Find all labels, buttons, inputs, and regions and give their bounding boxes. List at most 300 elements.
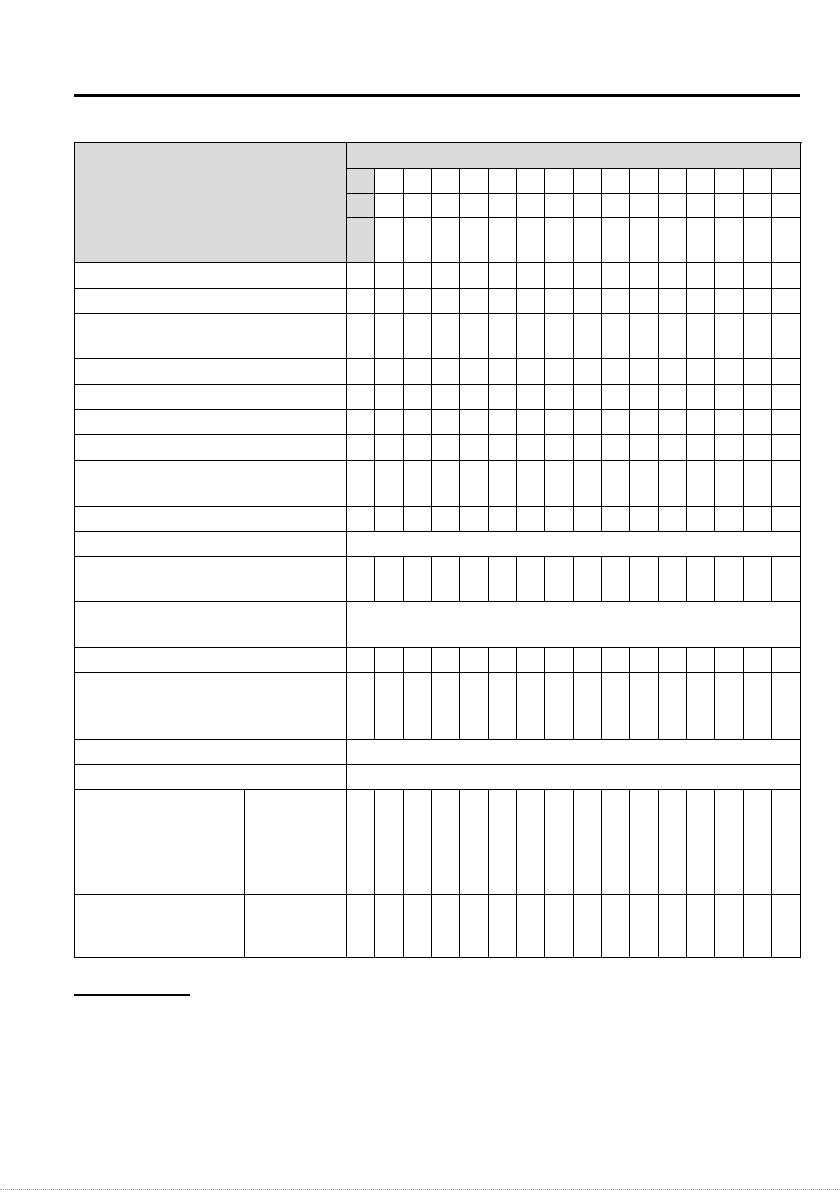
header-model-cell [772,194,801,218]
header-model-cell [460,194,489,218]
value-cell [772,263,801,289]
row-label [75,507,347,532]
header-model-cell [715,218,744,263]
header-model-cell [574,194,602,218]
value-cell [574,673,602,740]
value-cell [517,557,545,602]
table-row [75,740,801,765]
header-model-cell [432,218,460,263]
value-cell [659,507,687,532]
row-label [75,765,347,790]
value-cell [715,648,744,673]
value-cell [545,648,574,673]
value-cell [772,648,801,673]
row-label [75,532,347,557]
header-rule [74,94,800,97]
value-cell [404,289,432,314]
value-cell [375,557,404,602]
value-cell [517,648,545,673]
value-cell [772,435,801,461]
value-cell [772,895,801,958]
value-cell [744,410,772,435]
value-cell [517,359,545,385]
value-cell [715,435,744,461]
value-cell [432,385,460,410]
value-cell [659,314,687,359]
header-group-cell [347,143,801,169]
value-cell [545,263,574,289]
row-label [75,461,347,507]
value-cell [460,289,489,314]
row-label [75,263,347,289]
value-cell [432,507,460,532]
value-cell [574,461,602,507]
value-cell [375,790,404,895]
value-cell [517,410,545,435]
value-cell [404,557,432,602]
value-cell [574,648,602,673]
value-cell [489,410,517,435]
value-cell [347,673,375,740]
value-cell [659,790,687,895]
value-cell [630,507,659,532]
value-cell [715,263,744,289]
header-model-cell [744,218,772,263]
value-cell [517,263,545,289]
value-cell [489,673,517,740]
header-sub-label [347,194,375,218]
header-model-cell [715,169,744,194]
value-cell [715,673,744,740]
header-model-cell [375,194,404,218]
header-model-cell [687,194,715,218]
value-cell [744,314,772,359]
value-cell [460,385,489,410]
value-cell [517,673,545,740]
value-cell [432,557,460,602]
value-cell [375,507,404,532]
value-cell [347,289,375,314]
value-cell [744,385,772,410]
value-cell [375,359,404,385]
header-model-cell [630,169,659,194]
value-cell [772,314,801,359]
merged-value-cell [347,602,801,648]
value-cell [375,895,404,958]
merged-value-cell [347,765,801,790]
row-label [75,740,347,765]
value-cell [602,314,630,359]
value-cell [432,314,460,359]
value-cell [460,410,489,435]
row-sublabel [245,790,347,895]
value-cell [574,263,602,289]
table-row [75,532,801,557]
row-label [75,602,347,648]
value-cell [602,359,630,385]
header-model-cell [404,218,432,263]
value-cell [404,385,432,410]
value-cell [404,410,432,435]
header-model-cell [545,194,574,218]
value-cell [545,790,574,895]
value-cell [517,289,545,314]
header-model-cell [659,194,687,218]
header-model-cell [772,169,801,194]
value-cell [517,895,545,958]
value-cell [630,410,659,435]
header-model-cell [404,194,432,218]
header-model-cell [659,218,687,263]
value-cell [744,790,772,895]
value-cell [715,385,744,410]
value-cell [687,385,715,410]
table-row [75,385,801,410]
value-cell [404,359,432,385]
value-cell [744,359,772,385]
header-model-cell [744,194,772,218]
header-model-cell [630,218,659,263]
value-cell [659,385,687,410]
value-cell [630,359,659,385]
value-cell [460,648,489,673]
header-model-cell [517,218,545,263]
value-cell [574,557,602,602]
row-label [75,314,347,359]
header-row [75,143,801,169]
value-cell [545,410,574,435]
value-cell [404,263,432,289]
value-cell [460,461,489,507]
table-row [75,410,801,435]
value-cell [489,314,517,359]
value-cell [347,557,375,602]
value-cell [517,790,545,895]
value-cell [772,673,801,740]
value-cell [432,263,460,289]
value-cell [489,263,517,289]
value-cell [460,435,489,461]
value-cell [545,435,574,461]
value-cell [630,673,659,740]
value-cell [432,895,460,958]
value-cell [744,557,772,602]
value-cell [659,359,687,385]
value-cell [715,461,744,507]
footnote-rule [74,994,190,996]
value-cell [545,673,574,740]
value-cell [432,410,460,435]
value-cell [687,435,715,461]
value-cell [744,507,772,532]
row-sublabel [245,895,347,958]
value-cell [687,263,715,289]
value-cell [602,557,630,602]
value-cell [744,648,772,673]
value-cell [574,289,602,314]
value-cell [574,385,602,410]
value-cell [375,289,404,314]
header-model-cell [574,169,602,194]
value-cell [715,410,744,435]
value-cell [460,314,489,359]
value-cell [489,435,517,461]
value-cell [545,461,574,507]
header-model-cell [432,169,460,194]
value-cell [489,359,517,385]
header-model-cell [517,169,545,194]
header-model-cell [602,218,630,263]
value-cell [545,385,574,410]
value-cell [715,289,744,314]
value-cell [460,263,489,289]
value-cell [574,435,602,461]
header-model-cell [545,218,574,263]
table-row [75,895,801,958]
value-cell [432,359,460,385]
header-model-cell [715,194,744,218]
value-cell [602,895,630,958]
table-row [75,765,801,790]
header-model-cell [545,169,574,194]
value-cell [489,461,517,507]
value-cell [772,790,801,895]
value-cell [347,507,375,532]
value-cell [687,673,715,740]
value-cell [659,461,687,507]
value-cell [574,790,602,895]
header-model-cell [432,194,460,218]
value-cell [375,385,404,410]
table-row [75,602,801,648]
value-cell [347,314,375,359]
value-cell [659,557,687,602]
row-label [75,289,347,314]
value-cell [545,557,574,602]
value-cell [659,289,687,314]
value-cell [602,507,630,532]
value-cell [687,359,715,385]
value-cell [432,673,460,740]
value-cell [687,461,715,507]
specification-table [74,142,801,958]
value-cell [602,790,630,895]
value-cell [744,895,772,958]
table-row [75,790,801,895]
header-model-cell [574,218,602,263]
value-cell [659,673,687,740]
value-cell [404,895,432,958]
value-cell [460,673,489,740]
value-cell [375,673,404,740]
value-cell [744,289,772,314]
value-cell [602,673,630,740]
value-cell [517,385,545,410]
table-row [75,435,801,461]
value-cell [772,385,801,410]
value-cell [659,410,687,435]
value-cell [687,895,715,958]
value-cell [630,557,659,602]
value-cell [489,289,517,314]
value-cell [602,461,630,507]
value-cell [404,314,432,359]
value-cell [659,263,687,289]
header-model-cell [744,169,772,194]
value-cell [602,410,630,435]
merged-value-cell [347,740,801,765]
value-cell [517,507,545,532]
value-cell [432,790,460,895]
value-cell [630,314,659,359]
header-model-cell [602,169,630,194]
value-cell [460,895,489,958]
value-cell [744,461,772,507]
value-cell [715,557,744,602]
row-label [75,648,347,673]
value-cell [545,895,574,958]
value-cell [659,648,687,673]
value-cell [432,289,460,314]
table-row [75,359,801,385]
header-sub-label [347,218,375,263]
value-cell [375,410,404,435]
value-cell [432,435,460,461]
header-sub-label [347,169,375,194]
value-cell [545,507,574,532]
value-cell [772,359,801,385]
value-cell [545,289,574,314]
value-cell [347,359,375,385]
value-cell [687,289,715,314]
header-model-cell [460,169,489,194]
value-cell [772,410,801,435]
value-cell [460,557,489,602]
value-cell [347,385,375,410]
header-model-cell [517,194,545,218]
header-model-cell [602,194,630,218]
header-model-cell [772,218,801,263]
value-cell [630,648,659,673]
value-cell [432,461,460,507]
value-cell [347,648,375,673]
value-cell [574,359,602,385]
value-cell [489,557,517,602]
table-row [75,289,801,314]
header-model-cell [630,194,659,218]
value-cell [687,648,715,673]
value-cell [404,461,432,507]
value-cell [715,314,744,359]
table-row [75,263,801,289]
value-cell [460,359,489,385]
header-model-cell [489,194,517,218]
header-model-cell [687,169,715,194]
value-cell [375,461,404,507]
value-cell [715,790,744,895]
header-model-cell [687,218,715,263]
page-edge-dots [0,1189,840,1190]
row-label [75,790,245,895]
value-cell [744,263,772,289]
value-cell [659,435,687,461]
value-cell [574,895,602,958]
value-cell [744,673,772,740]
header-model-cell [404,169,432,194]
value-cell [772,289,801,314]
value-cell [347,790,375,895]
value-cell [772,507,801,532]
row-label [75,557,347,602]
value-cell [404,790,432,895]
value-cell [715,507,744,532]
value-cell [630,435,659,461]
header-corner-cell [75,143,347,263]
value-cell [630,790,659,895]
value-cell [489,895,517,958]
value-cell [404,673,432,740]
value-cell [347,461,375,507]
value-cell [687,557,715,602]
value-cell [630,263,659,289]
row-label [75,673,347,740]
value-cell [460,507,489,532]
table-row [75,557,801,602]
value-cell [687,790,715,895]
row-label [75,895,245,958]
value-cell [489,790,517,895]
value-cell [347,895,375,958]
value-cell [460,790,489,895]
header-model-cell [375,169,404,194]
value-cell [659,895,687,958]
row-label [75,435,347,461]
value-cell [347,263,375,289]
value-cell [574,314,602,359]
row-label [75,385,347,410]
value-cell [432,648,460,673]
row-label [75,410,347,435]
value-cell [375,263,404,289]
value-cell [687,507,715,532]
value-cell [517,314,545,359]
value-cell [404,648,432,673]
value-cell [375,314,404,359]
value-cell [687,314,715,359]
header-model-cell [659,169,687,194]
value-cell [545,359,574,385]
value-cell [404,435,432,461]
value-cell [489,648,517,673]
table-row [75,507,801,532]
value-cell [715,895,744,958]
value-cell [602,648,630,673]
value-cell [630,461,659,507]
value-cell [630,289,659,314]
merged-value-cell [347,532,801,557]
value-cell [574,410,602,435]
value-cell [375,648,404,673]
value-cell [517,435,545,461]
value-cell [404,507,432,532]
row-label [75,359,347,385]
value-cell [772,461,801,507]
header-model-cell [489,218,517,263]
table-row [75,648,801,673]
header-model-cell [375,218,404,263]
table-row [75,314,801,359]
value-cell [602,263,630,289]
